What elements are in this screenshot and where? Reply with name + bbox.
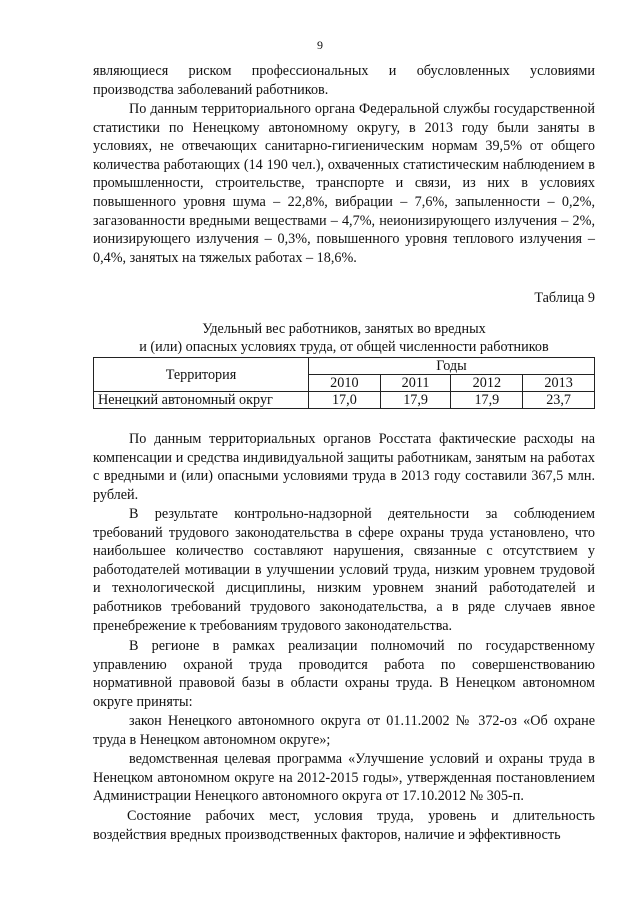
value-cell: 17,9: [451, 392, 523, 409]
table-header-row: [94, 358, 595, 375]
data-table: [93, 357, 595, 409]
paragraph-regulation: В регионе в рамках реализации полномочий по государственному управлению охраной труда проводится работа по совершенствованию нормативной правовой базы в области охраны труда. В Ненецком автономном округе приняты:: [93, 638, 595, 710]
header-years: Годы: [309, 358, 595, 375]
paragraph-continuation: являющиеся риском профессиональных и обусловленных условиями производства заболеваний работников.: [93, 63, 595, 98]
value-cell: 17,9: [380, 392, 451, 409]
paragraph-expenses: По данным территориальных органов Росстата фактические расходы на компенсации и средства индивидуальной защиты работникам, занятым на работах с вредными и (или) опасными условиями труда в 2013 году составили 367,5 млн. рублей.: [93, 431, 595, 503]
table-title-line-1: Удельный вес работников, занятых во вредных: [202, 321, 486, 337]
table-label: Таблица 9: [534, 290, 595, 306]
year-cell: 2012: [451, 375, 523, 392]
page-number: 9: [317, 38, 323, 52]
table-title: [93, 320, 595, 356]
header-territory: Территория: [94, 358, 309, 392]
value-cell: 17,0: [309, 392, 381, 409]
table-title-line-2: и (или) опасных условиях труда, от общей численности работников: [139, 339, 549, 355]
paragraph-statistics: По данным территориального органа Федеральной службы государственной статистики по Ненецкому автономному округу, в 2013 году были заняты в условиях, не отвечающих санитарно-гигиеническим нормам 39,5% от общего количества работающих (14 190 чел.), охваченных статистическим наблюдением в промышленности, строительстве, транспорте и связи, из них в условиях повышенного уровня шума – 22,8%, вибрации – 7,6%, запыленности – 0,2%, загазованности вредными веществами – 4,7%, неионизирующего излучения – 2%, ионизирующего излучения – 0,3%, повышенного уровня теплового излучения – 0,4%, занятых на тяжелых работах – 18,6%.: [93, 101, 595, 266]
year-cell: 2013: [523, 375, 595, 392]
paragraph-program: ведомственная целевая программа «Улучшение условий и охраны труда в Ненецком автономном округе на 2012-2015 годы», утвержденная постановлением Администрации Ненецкого автономного округа от 17.10.2012 № 305-п.: [93, 751, 595, 805]
value-cell: 23,7: [523, 392, 595, 409]
paragraph-inspection: В результате контрольно-надзорной деятельности за соблюдением требований трудового законодательства в сфере охраны труда установлено, что наибольшее количество составляют нарушения, связанные с отсутствием у работодателей мотивации в улучшении условий труда, низким уровнем трудовой и технологической дисциплины, низким уровнем знаний работодателей и работников требований трудового законодательства, а в ряде случаев явное пренебрежение к требованиям трудового законодательства.: [93, 506, 595, 634]
year-cell: 2010: [309, 375, 381, 392]
paragraph-workplaces: Состояние рабочих мест, условия труда, уровень и длительность воздействия вредных производственных факторов, наличие и эффективность: [93, 808, 595, 843]
paragraph-law: закон Ненецкого автономного округа от 01.11.2002 № 372-оз «Об охране труда в Ненецком автономном округе»;: [93, 713, 595, 748]
year-cell: 2011: [380, 375, 451, 392]
table-row: [94, 392, 595, 409]
territory-cell: Ненецкий автономный округ: [94, 392, 309, 409]
